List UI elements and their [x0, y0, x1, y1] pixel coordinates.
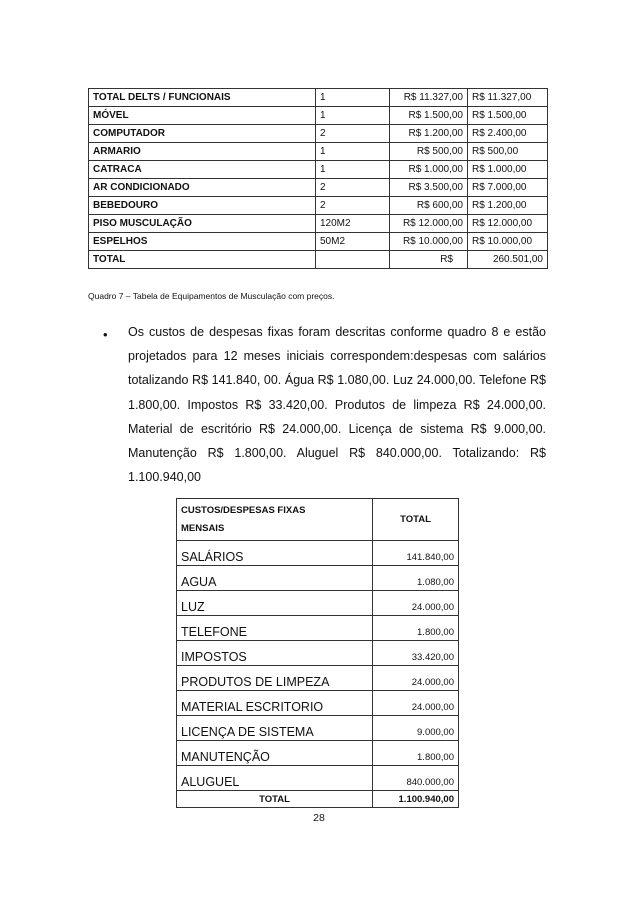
item-total-price: R$ 11.327,00 [468, 89, 548, 107]
table-row [177, 541, 459, 566]
header-total: TOTAL [373, 499, 459, 541]
total-currency: R$ [390, 251, 468, 269]
table-row [177, 591, 459, 616]
item-name: ARMARIO [89, 143, 316, 161]
equipment-table [88, 88, 548, 269]
table-row [177, 741, 459, 766]
total-value: 260.501,00 [468, 251, 548, 269]
costs-total-value: 1.100.940,00 [373, 791, 459, 808]
cost-label: TELEFONE [177, 616, 373, 641]
table-row [89, 215, 548, 233]
item-unit-price: R$ 600,00 [390, 197, 468, 215]
cost-label: LUZ [177, 591, 373, 616]
item-unit-price: R$ 1.500,00 [390, 107, 468, 125]
table-row [89, 161, 548, 179]
table-row [89, 179, 548, 197]
item-qty: 2 [316, 125, 390, 143]
item-unit-price: R$ 1.000,00 [390, 161, 468, 179]
cost-value: 141.840,00 [373, 541, 459, 566]
cost-label: MANUTENÇÃO [177, 741, 373, 766]
item-total-price: R$ 1.000,00 [468, 161, 548, 179]
item-unit-price: R$ 3.500,00 [390, 179, 468, 197]
table-row [177, 566, 459, 591]
item-name: AR CONDICIONADO [89, 179, 316, 197]
table-row [89, 233, 548, 251]
cost-label: ALUGUEL [177, 766, 373, 791]
table-row [177, 691, 459, 716]
item-total-price: R$ 500,00 [468, 143, 548, 161]
table-row [89, 125, 548, 143]
item-unit-price: R$ 11.327,00 [390, 89, 468, 107]
table-row [89, 89, 548, 107]
table-row [177, 641, 459, 666]
cost-label: SALÁRIOS [177, 541, 373, 566]
cost-value: 33.420,00 [373, 641, 459, 666]
cost-value: 24.000,00 [373, 666, 459, 691]
item-name: ESPELHOS [89, 233, 316, 251]
total-label: TOTAL [89, 251, 316, 269]
header-label-line1: CUSTOS/DESPESAS FIXAS [181, 504, 306, 516]
table-row [89, 107, 548, 125]
item-name: MÓVEL [89, 107, 316, 125]
item-name: PISO MUSCULAÇÃO [89, 215, 316, 233]
table-row [177, 616, 459, 641]
item-qty: 1 [316, 143, 390, 161]
item-qty: 50M2 [316, 233, 390, 251]
table-row [89, 143, 548, 161]
item-total-price: R$ 7.000,00 [468, 179, 548, 197]
item-qty: 1 [316, 89, 390, 107]
costs-total-label: TOTAL [177, 791, 373, 808]
table-caption: Quadro 7 – Tabela de Equipamentos de Musculação com preços. [88, 291, 335, 301]
item-name: COMPUTADOR [89, 125, 316, 143]
header-label-line2: MENSAIS [181, 522, 225, 534]
cost-value: 1.800,00 [373, 616, 459, 641]
item-unit-price: R$ 500,00 [390, 143, 468, 161]
header-label [177, 499, 373, 541]
item-total-price: R$ 1.500,00 [468, 107, 548, 125]
bullet-icon: • [103, 327, 108, 342]
cost-value: 1.080,00 [373, 566, 459, 591]
cost-label: MATERIAL ESCRITORIO [177, 691, 373, 716]
item-unit-price: R$ 10.000,00 [390, 233, 468, 251]
total-row [89, 251, 548, 269]
item-name: CATRACA [89, 161, 316, 179]
table-row [89, 197, 548, 215]
item-qty: 120M2 [316, 215, 390, 233]
item-total-price: R$ 10.000,00 [468, 233, 548, 251]
empty-cell [316, 251, 390, 269]
table-row [177, 766, 459, 791]
header-row [177, 499, 459, 541]
item-total-price: R$ 1.200,00 [468, 197, 548, 215]
item-qty: 2 [316, 197, 390, 215]
total-row [177, 791, 459, 808]
item-total-price: R$ 2.400,00 [468, 125, 548, 143]
cost-label: AGUA [177, 566, 373, 591]
item-qty: 1 [316, 107, 390, 125]
item-unit-price: R$ 12.000,00 [390, 215, 468, 233]
cost-value: 9.000,00 [373, 716, 459, 741]
cost-label: LICENÇA DE SISTEMA [177, 716, 373, 741]
item-qty: 1 [316, 161, 390, 179]
page-number: 28 [313, 812, 325, 824]
item-total-price: R$ 12.000,00 [468, 215, 548, 233]
cost-value: 1.800,00 [373, 741, 459, 766]
fixed-costs-table [176, 498, 459, 808]
cost-value: 840.000,00 [373, 766, 459, 791]
cost-label: PRODUTOS DE LIMPEZA [177, 666, 373, 691]
cost-value: 24.000,00 [373, 691, 459, 716]
table-row [177, 716, 459, 741]
cost-value: 24.000,00 [373, 591, 459, 616]
table-row [177, 666, 459, 691]
body-paragraph: Os custos de despesas fixas foram descritas conforme quadro 8 e estão projetados para 12 meses iniciais correspondem:despesas com salários totalizando R$ 141.840, 00. Água R$ 1.080,00. Luz 24.000,00. Telefone R$ 1.800,00. Impostos R$ 33.420,00. Produtos de limpeza R$ 24.000,00. Material de escritório R$ 24.000,00. Licença de sistema R$ 9.000,00. Manutenção R$ 1.800,00. Aluguel R$ 840.000,00. Totalizando: R$ 1.100.940,00 [128, 325, 546, 485]
cost-label: IMPOSTOS [177, 641, 373, 666]
item-name: TOTAL DELTS / FUNCIONAIS [89, 89, 316, 107]
item-name: BEBEDOURO [89, 197, 316, 215]
item-unit-price: R$ 1.200,00 [390, 125, 468, 143]
item-qty: 2 [316, 179, 390, 197]
